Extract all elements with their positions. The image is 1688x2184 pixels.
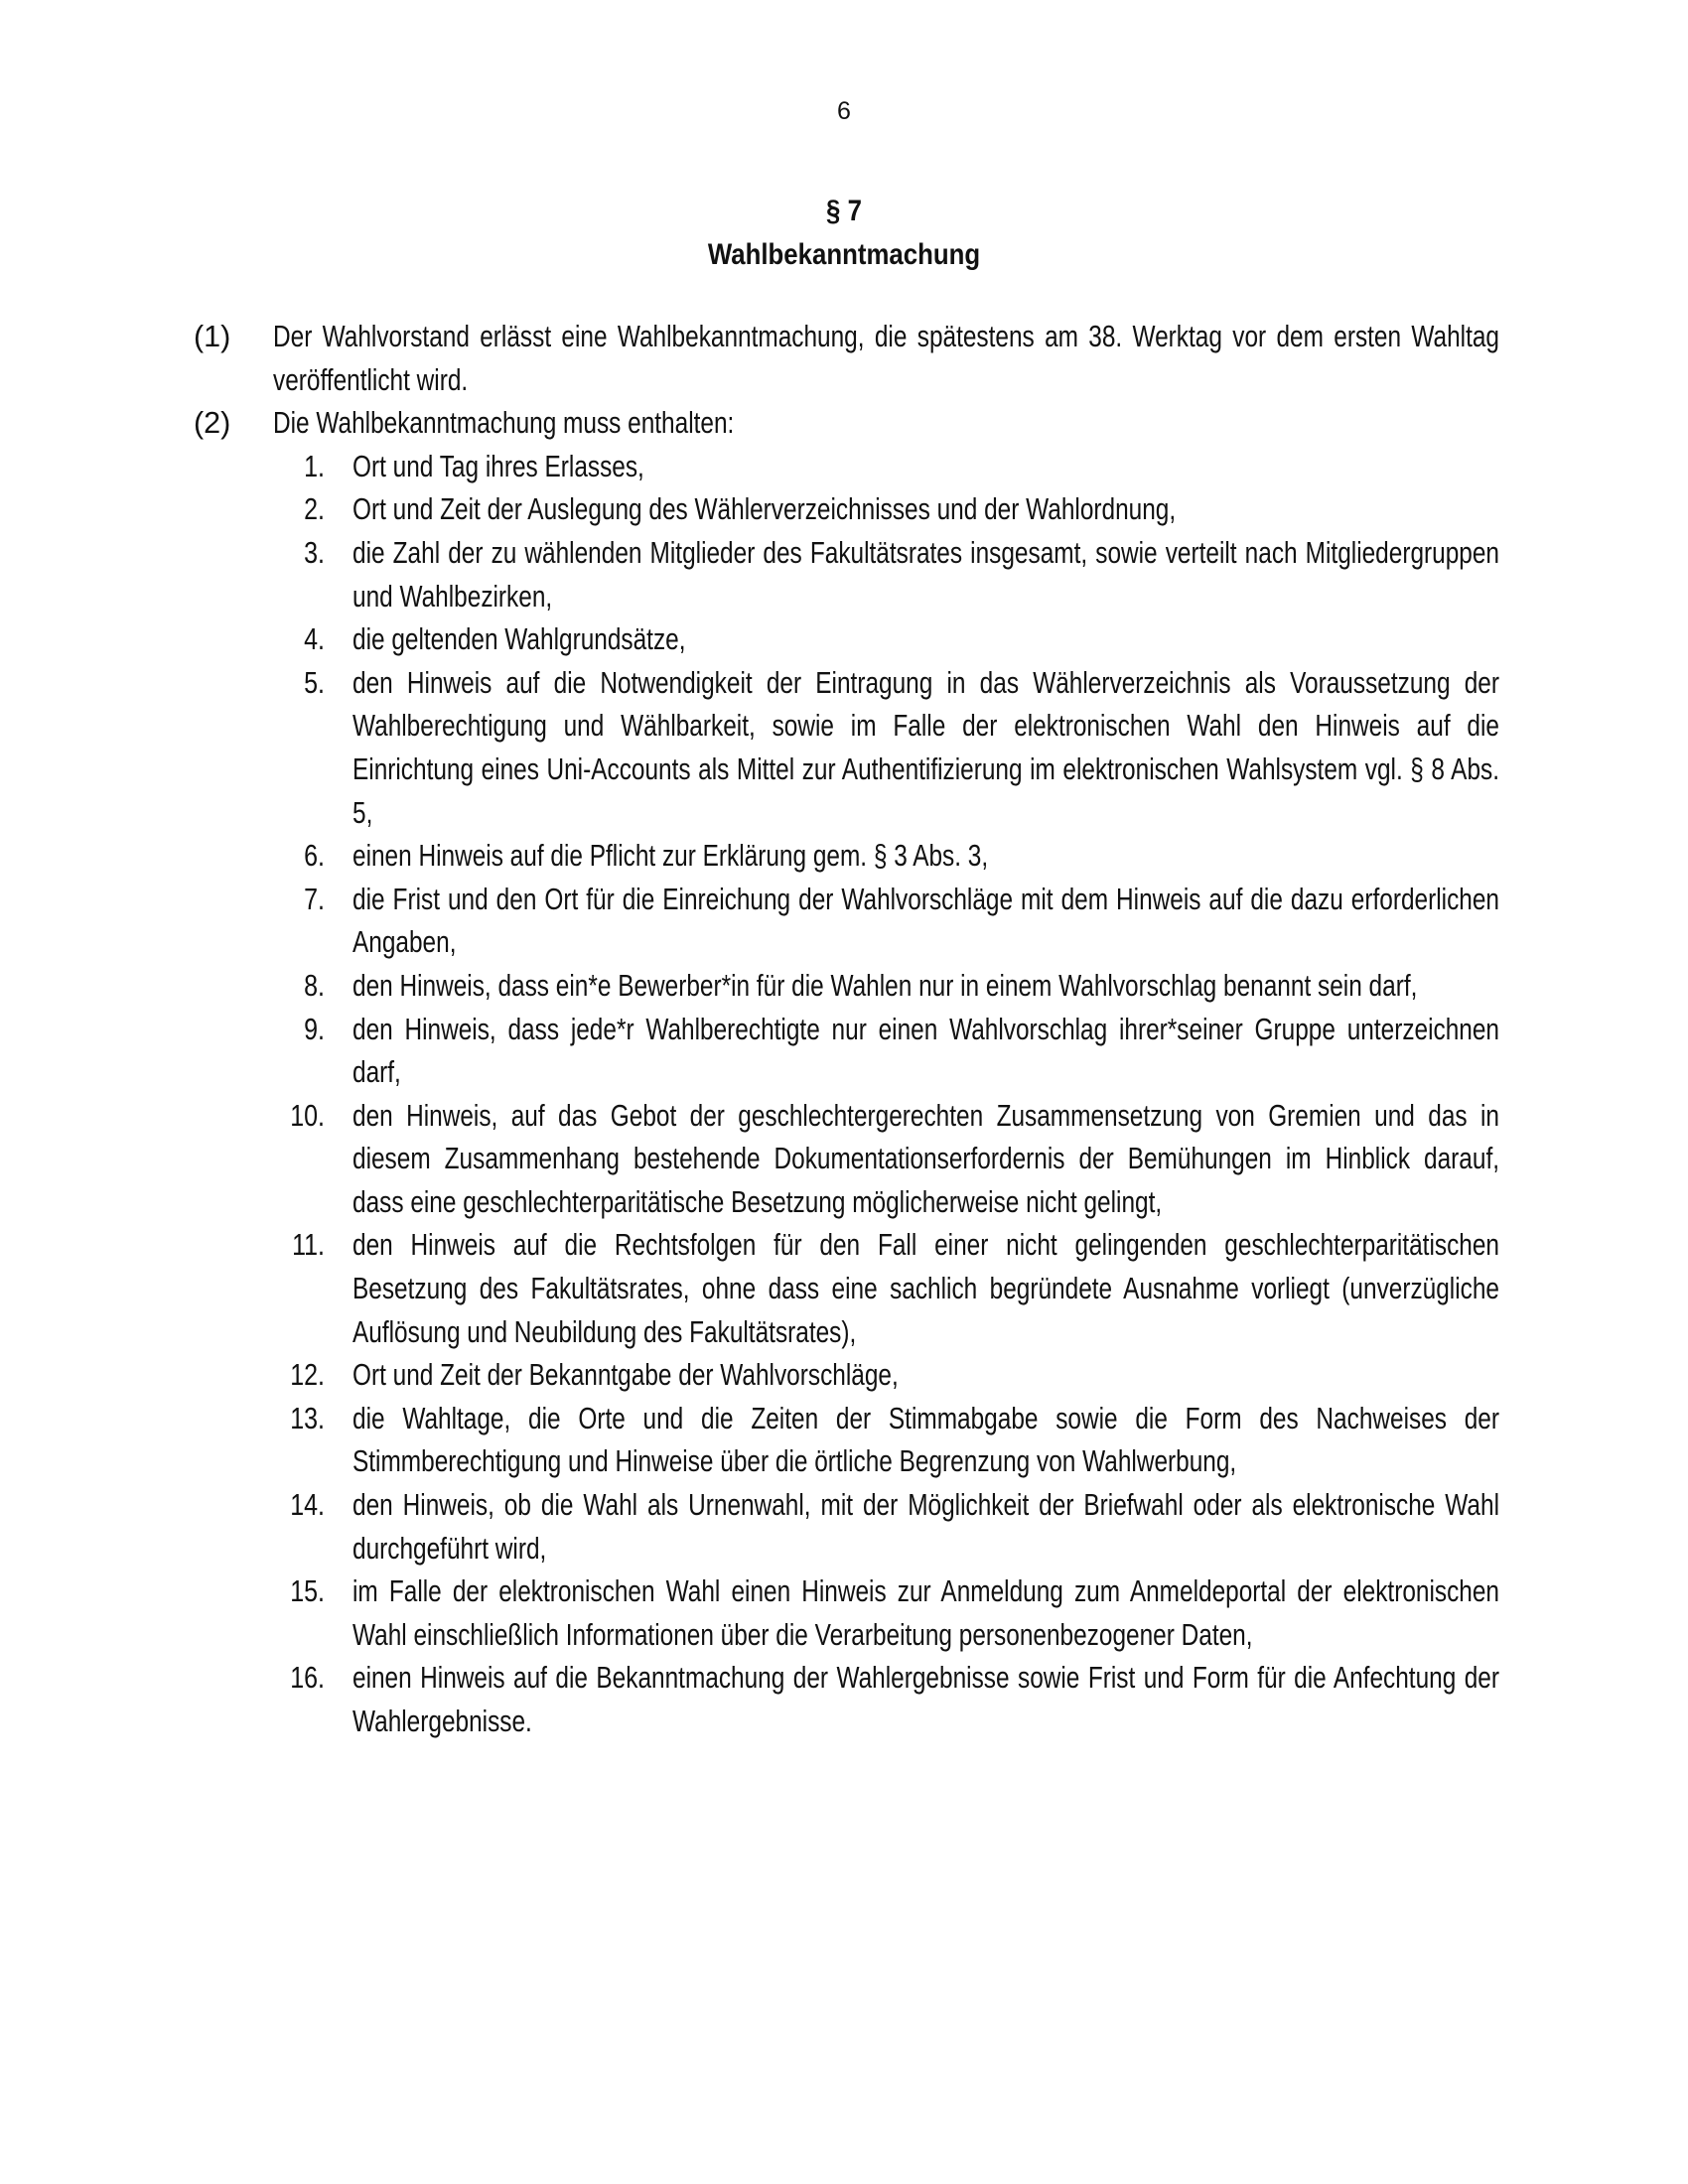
paragraph-number: (1) — [194, 320, 231, 353]
list-item — [273, 1657, 1499, 1743]
list-item-number: 7. — [304, 882, 325, 916]
list-item — [273, 1095, 1499, 1225]
section-number: § 7 — [826, 195, 862, 227]
paragraph-2 — [194, 402, 1499, 1743]
list-item-number: 1. — [304, 449, 325, 483]
list-item — [273, 662, 1499, 835]
list-item-text: die Wahltage, die Orte und die Zeiten der Stimmabgabe sowie die Form des Nachweises der Stimmberechtigung und Hinweise über die örtliche Begrenzung von Wahlwerbung, — [352, 1401, 1499, 1479]
list-item-text: Ort und Zeit der Auslegung des Wählerverzeichnisses und der Wahlordnung, — [352, 492, 1177, 527]
section-body — [194, 316, 1499, 1744]
section-title: Wahlbekanntmachung — [707, 238, 981, 271]
list-item-text: den Hinweis auf die Notwendigkeit der Eintragung in das Wählerverzeichnis als Voraussetzung der Wahlberechtigung und Wählbarkeit, sowie im Falle der elektronischen Wahl den Hinweis auf die Einrichtung eines Uni-Accounts als Mittel zur Authentifizierung im elektronischen Wahlsystem vgl. § 8 Abs. 5, — [352, 665, 1499, 830]
list-item-number: 11. — [292, 1228, 325, 1263]
list-item — [273, 1484, 1499, 1570]
list-item — [273, 879, 1499, 965]
list-item-number: 6. — [304, 839, 325, 874]
list-item-number: 3. — [304, 535, 325, 570]
list-item-text: Ort und Tag ihres Erlasses, — [352, 449, 644, 483]
list-item-text: den Hinweis auf die Rechtsfolgen für den Fall einer nicht gelingenden geschlechterparitätischen Besetzung des Fakultätsrates, ohne dass eine sachlich begründete Ausnahme vorliegt (unverzügliche Auflösung und Neubildung des Fakultätsrates), — [352, 1228, 1499, 1349]
list-item-number: 15. — [290, 1574, 325, 1609]
list-item — [273, 446, 1499, 489]
page-number: 6 — [837, 97, 851, 125]
list-item — [273, 532, 1499, 618]
list-item-text: den Hinweis, dass ein*e Bewerber*in für die Wahlen nur in einem Wahlvorschlag benannt sein darf, — [352, 968, 1418, 1003]
list-item-number: 14. — [290, 1488, 325, 1523]
list-item-text: den Hinweis, auf das Gebot der geschlechtergerechten Zusammensetzung von Gremien und das in diesem Zusammenhang bestehende Dokumentationserfordernis der Bemühungen im Hinblick darauf, dass eine geschlechterparitätische Besetzung möglicherweise nicht gelingt, — [352, 1098, 1499, 1219]
required-contents-list — [273, 446, 1499, 1744]
paragraph-text: Die Wahlbekanntmachung muss enthalten: — [273, 406, 735, 441]
list-item — [273, 835, 1499, 879]
list-item-text: im Falle der elektronischen Wahl einen Hinweis zur Anmeldung zum Anmeldeportal der elektronischen Wahl einschließlich Informationen über die Verarbeitung personenbezogener Daten, — [352, 1574, 1499, 1652]
list-item-number: 12. — [290, 1358, 325, 1393]
list-item-text: den Hinweis, ob die Wahl als Urnenwahl, mit der Möglichkeit der Briefwahl oder als elektronische Wahl durchgeführt wird, — [352, 1488, 1499, 1566]
list-item-number: 8. — [304, 968, 325, 1003]
list-item-number: 2. — [304, 492, 325, 527]
list-item — [273, 1009, 1499, 1095]
list-item-text: einen Hinweis auf die Bekanntmachung der Wahlergebnisse sowie Frist und Form für die Anfechtung der Wahlergebnisse. — [352, 1661, 1499, 1738]
list-item — [273, 1354, 1499, 1398]
list-item-number: 9. — [304, 1012, 325, 1046]
list-item — [273, 1570, 1499, 1657]
list-item-number: 5. — [304, 665, 325, 700]
list-item-number: 16. — [290, 1661, 325, 1696]
list-item — [273, 965, 1499, 1009]
list-item-text: die Zahl der zu wählenden Mitglieder des Fakultätsrates insgesamt, sowie verteilt nach Mitgliedergruppen und Wahlbezirken, — [352, 535, 1499, 614]
list-item-text: die geltenden Wahlgrundsätze, — [352, 622, 686, 657]
paragraph-number: (2) — [194, 406, 231, 441]
list-item — [273, 618, 1499, 662]
list-item-number: 13. — [290, 1401, 325, 1435]
list-item-text: Ort und Zeit der Bekanntgabe der Wahlvorschläge, — [352, 1358, 899, 1393]
list-item — [273, 1224, 1499, 1354]
paragraph-text: Der Wahlvorstand erlässt eine Wahlbekanntmachung, die spätestens am 38. Werktag vor dem ersten Wahltag veröffentlicht wird. — [273, 320, 1499, 397]
list-item-text: die Frist und den Ort für die Einreichung der Wahlvorschläge mit dem Hinweis auf die dazu erforderlichen Angaben, — [352, 882, 1499, 960]
list-item-number: 10. — [290, 1098, 325, 1133]
list-item-text: einen Hinweis auf die Pflicht zur Erklärung gem. § 3 Abs. 3, — [352, 839, 989, 874]
list-item-text: den Hinweis, dass jede*r Wahlberechtigte nur einen Wahlvorschlag ihrer*seiner Gruppe unterzeichnen darf, — [352, 1012, 1499, 1090]
list-item-number: 4. — [304, 622, 325, 657]
list-item — [273, 488, 1499, 532]
list-item — [273, 1398, 1499, 1484]
paragraph-1 — [194, 316, 1499, 402]
